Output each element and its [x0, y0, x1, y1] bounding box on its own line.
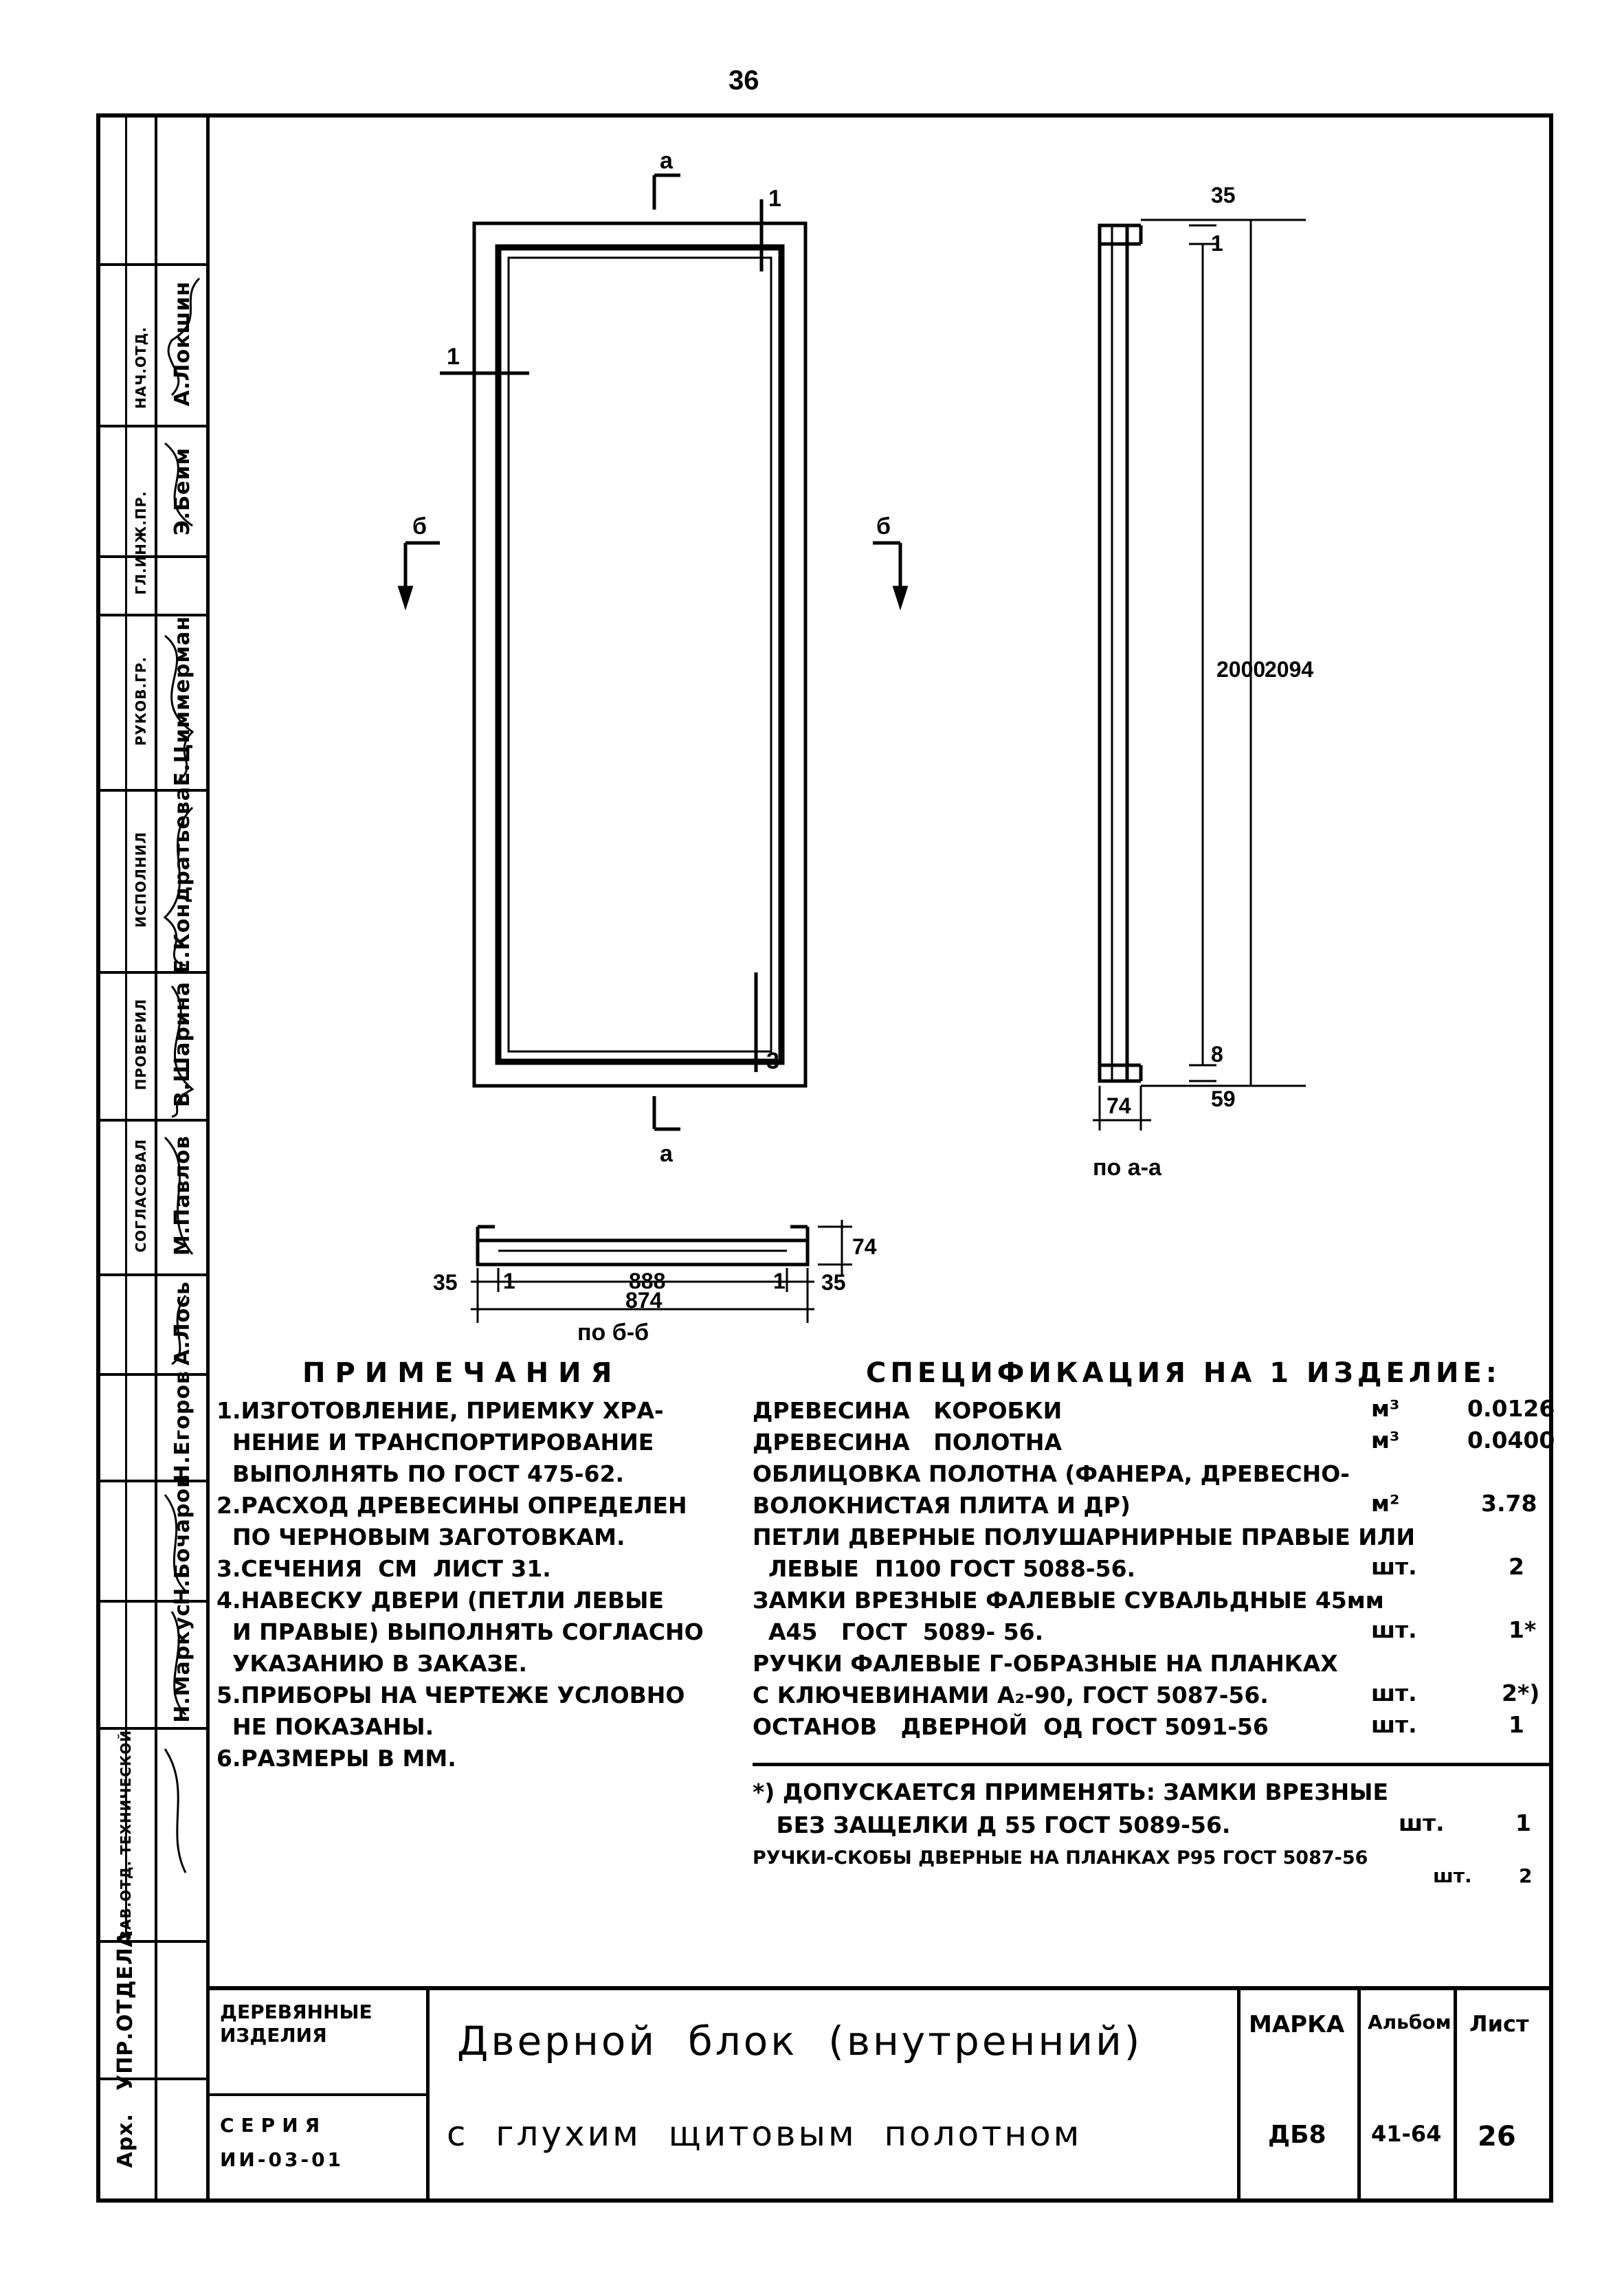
strip-name-4: Е.Кондратьева — [170, 786, 194, 974]
tb-title-1: Дверной блок (внутренний) — [457, 2018, 1143, 2064]
tb-mark-value: ДБ8 — [1268, 2121, 1326, 2149]
note-line: 1.ИЗГОТОВЛЕНИЕ, ПРИЕМКУ ХРА- — [216, 1397, 664, 1424]
pos-3: 3 — [766, 1048, 779, 1074]
aa-dim-top: 35 — [1211, 183, 1236, 208]
spec-qty: 0.0126 — [1467, 1395, 1555, 1422]
bb-dim-total: 874 — [625, 1288, 663, 1313]
strip-header-2: ГЛ.ИНЖ.ПР. — [133, 491, 149, 595]
strip-label-arch: Арх. — [113, 2113, 137, 2168]
strip-header-6: СОГЛАСОВАЛ — [133, 1139, 149, 1253]
pos-1-top: 1 — [768, 186, 781, 212]
aa-dim-bottom-in: 8 — [1211, 1042, 1223, 1067]
note-line: 5.ПРИБОРЫ НА ЧЕРТЕЖЕ УСЛОВНО — [216, 1682, 685, 1708]
mark-b-left: б — [412, 513, 427, 539]
strip-name-10: Н.Маркус — [170, 1603, 194, 1723]
spec-qty: 2*) — [1502, 1680, 1540, 1706]
aa-dim-top-in: 1 — [1211, 231, 1223, 256]
title-block — [210, 1986, 1553, 2203]
tb-sheet-value: 26 — [1478, 2121, 1516, 2152]
tb-album-cell — [1361, 1990, 1457, 2203]
spec-row: ОСТАНОВ ДВЕРНОЙ ОД ГОСТ 5091-56 — [753, 1713, 1269, 1740]
spec-unit: м² — [1371, 1490, 1400, 1517]
notes-list — [216, 1395, 766, 1774]
tb-mark-cell — [1237, 1990, 1361, 2203]
strip-name-6: М.Павлов — [170, 1135, 194, 1256]
strip-label-dept: ЗАВ.ОТД. ТЕХНИЧЕСКОЙ — [117, 1729, 134, 1941]
bb-dim-in-left: 1 — [503, 1269, 515, 1293]
strip-header-4: ИСПОЛНИЛ — [133, 832, 149, 928]
tb-series-number: ИИ-03-01 — [220, 2148, 344, 2171]
section-aa-label: по а-а — [1093, 1155, 1161, 1181]
bb-dim-right: 35 — [821, 1270, 846, 1295]
footnote-qty: 1 — [1515, 1809, 1531, 1836]
spec-unit: м³ — [1371, 1395, 1400, 1422]
pos-1-left: 1 — [447, 344, 460, 370]
note-line: ВЫПОЛНЯТЬ ПО ГОСТ 475-62. — [216, 1460, 625, 1487]
spec-unit: шт. — [1371, 1680, 1417, 1706]
note-line: 4.НАВЕСКУ ДВЕРИ (ПЕТЛИ ЛЕВЫЕ — [216, 1587, 664, 1614]
strip-header-5: ПРОВЕРИЛ — [133, 999, 149, 1091]
spec-unit: м³ — [1371, 1427, 1400, 1454]
footnote-line: *) ДОПУСКАЕТСЯ ПРИМЕНЯТЬ: ЗАМКИ ВРЕЗНЫЕ — [753, 1779, 1388, 1805]
spec-row: ДРЕВЕСИНА КОРОБКИ — [753, 1397, 1063, 1424]
tb-sheet-cell — [1457, 1990, 1553, 2203]
strip-name-2: Э.Беим — [170, 447, 194, 536]
footnote-line: БЕЗ ЗАЩЕЛКИ Д 55 ГОСТ 5089-56. — [753, 1812, 1231, 1838]
note-line: УКАЗАНИЮ В ЗАКАЗЕ. — [216, 1650, 528, 1677]
door-drawings — [206, 113, 1553, 1344]
spec-row: С КЛЮЧЕВИНАМИ А₂-90, ГОСТ 5087-56. — [753, 1682, 1269, 1708]
note-line: НЕ ПОКАЗАНЫ. — [216, 1713, 434, 1740]
spec-qty: 3.78 — [1481, 1490, 1537, 1517]
spec-row: РУЧКИ ФАЛЕВЫЕ Г-ОБРАЗНЫЕ НА ПЛАНКАХ — [753, 1650, 1338, 1677]
tb-album-value: 41-64 — [1371, 2121, 1442, 2147]
spec-unit: шт. — [1371, 1553, 1417, 1580]
note-line: ПО ЧЕРНОВЫМ ЗАГОТОВКАМ. — [216, 1524, 625, 1550]
tb-title-2: с глухим щитовым полотном — [447, 2114, 1082, 2154]
note-line: 6.РАЗМЕРЫ В ММ. — [216, 1745, 456, 1772]
footnote-line: РУЧКИ-СКОБЫ ДВЕРНЫЕ НА ПЛАНКАХ Р95 ГОСТ 5087-56 — [753, 1847, 1368, 1869]
spec-divider — [753, 1763, 1550, 1766]
door-front-view — [474, 223, 805, 1086]
spec-title: СПЕЦИФИКАЦИЯ НА 1 ИЗДЕЛИЕ: — [866, 1357, 1501, 1389]
bb-dim-mid: 888 — [629, 1269, 666, 1293]
strip-name-3: Е.Циммерман — [170, 615, 194, 787]
aa-dim-width: 74 — [1106, 1093, 1131, 1118]
strip-name-9: Н.Бочаров — [170, 1473, 194, 1605]
note-line: И ПРАВЫЕ) ВЫПОЛНЯТЬ СОГЛАСНО — [216, 1618, 704, 1645]
bb-dim-in-right: 1 — [773, 1269, 786, 1293]
aa-dim-inner: 2000 — [1216, 657, 1266, 682]
spec-row: ВОЛОКНИСТАЯ ПЛИТА И ДР) — [753, 1492, 1131, 1519]
note-line: 3.СЕЧЕНИЯ СМ ЛИСТ 31. — [216, 1555, 551, 1582]
note-line: 2.РАСХОД ДРЕВЕСИНЫ ОПРЕДЕЛЕН — [216, 1492, 687, 1519]
bb-dim-depth: 74 — [852, 1234, 877, 1259]
spec-table — [753, 1395, 1555, 1752]
strip-name-1: А.Локшин — [170, 280, 194, 407]
mark-a-top: а — [660, 148, 673, 174]
mark-b-right: б — [876, 513, 891, 539]
spec-unit: шт. — [1371, 1711, 1417, 1738]
tb-album-header: Альбом — [1368, 2011, 1451, 2034]
footnote-unit: шт. — [1433, 1864, 1472, 1887]
spec-row: ДРЕВЕСИНА ПОЛОТНА — [753, 1429, 1063, 1456]
spec-qty: 1 — [1509, 1711, 1524, 1738]
tb-col1-divider — [210, 2093, 426, 2096]
tb-sheet-header: Лист — [1469, 2011, 1529, 2037]
tb-series-name: ДЕРЕВЯННЫЕ ИЗДЕЛИЯ — [220, 2001, 372, 2047]
tb-col-1 — [210, 1990, 430, 2203]
bb-dim-left: 35 — [433, 1270, 458, 1295]
spec-qty: 2 — [1509, 1553, 1524, 1580]
notes-title: ПРИМЕЧАНИЯ — [302, 1357, 622, 1389]
spec-unit: шт. — [1371, 1616, 1417, 1643]
spec-row: ПЕТЛИ ДВЕРНЫЕ ПОЛУШАРНИРНЫЕ ПРАВЫЕ ИЛИ — [753, 1524, 1415, 1550]
footnote-qty: 2 — [1519, 1864, 1533, 1887]
section-marks — [206, 113, 1038, 1129]
aa-dim-bottom: 59 — [1211, 1087, 1236, 1111]
strip-header-1: НАЧ.ОТД. — [133, 326, 149, 410]
strip-name-8: Н.Егоров — [170, 1370, 194, 1482]
section-aa-view — [1100, 225, 1141, 1081]
spec-row: ЗАМКИ ВРЕЗНЫЕ ФАЛЕВЫЕ СУВАЛЬДНЫЕ 45мм — [753, 1587, 1384, 1614]
strip-name-5: В.Шарина — [170, 981, 194, 1108]
section-bb-label: по б-б — [577, 1319, 649, 1344]
aa-dim-outer: 2094 — [1265, 657, 1314, 682]
spec-qty: 0.0400 — [1467, 1427, 1555, 1454]
strip-name-7: А.Лось — [170, 1280, 194, 1366]
strip-header-3: РУКОВ.ГР. — [133, 656, 149, 746]
signatures — [165, 278, 199, 1873]
note-line: НЕНИЕ И ТРАНСПОРТИРОВАНИЕ — [216, 1429, 654, 1456]
strip-label-upr: УПР.ОТДЕЛА — [113, 1930, 137, 2091]
page-number: 36 — [728, 65, 759, 96]
footnote-unit: шт. — [1399, 1809, 1445, 1836]
spec-row: ЛЕВЫЕ П100 ГОСТ 5088-56. — [753, 1555, 1136, 1582]
mark-a-bottom: а — [660, 1141, 673, 1167]
tb-mark-header: МАРКА — [1249, 2011, 1345, 2038]
spec-row: А45 ГОСТ 5089- 56. — [753, 1618, 1044, 1645]
spec-qty: 1* — [1509, 1616, 1537, 1643]
tb-series-label: СЕРИЯ — [220, 2114, 327, 2137]
section-bb-view — [478, 1227, 808, 1265]
spec-row: ОБЛИЦОВКА ПОЛОТНА (ФАНЕРА, ДРЕВЕСНО- — [753, 1460, 1350, 1487]
strip-lines — [96, 113, 213, 2203]
spec-footnote — [753, 1777, 1550, 1887]
